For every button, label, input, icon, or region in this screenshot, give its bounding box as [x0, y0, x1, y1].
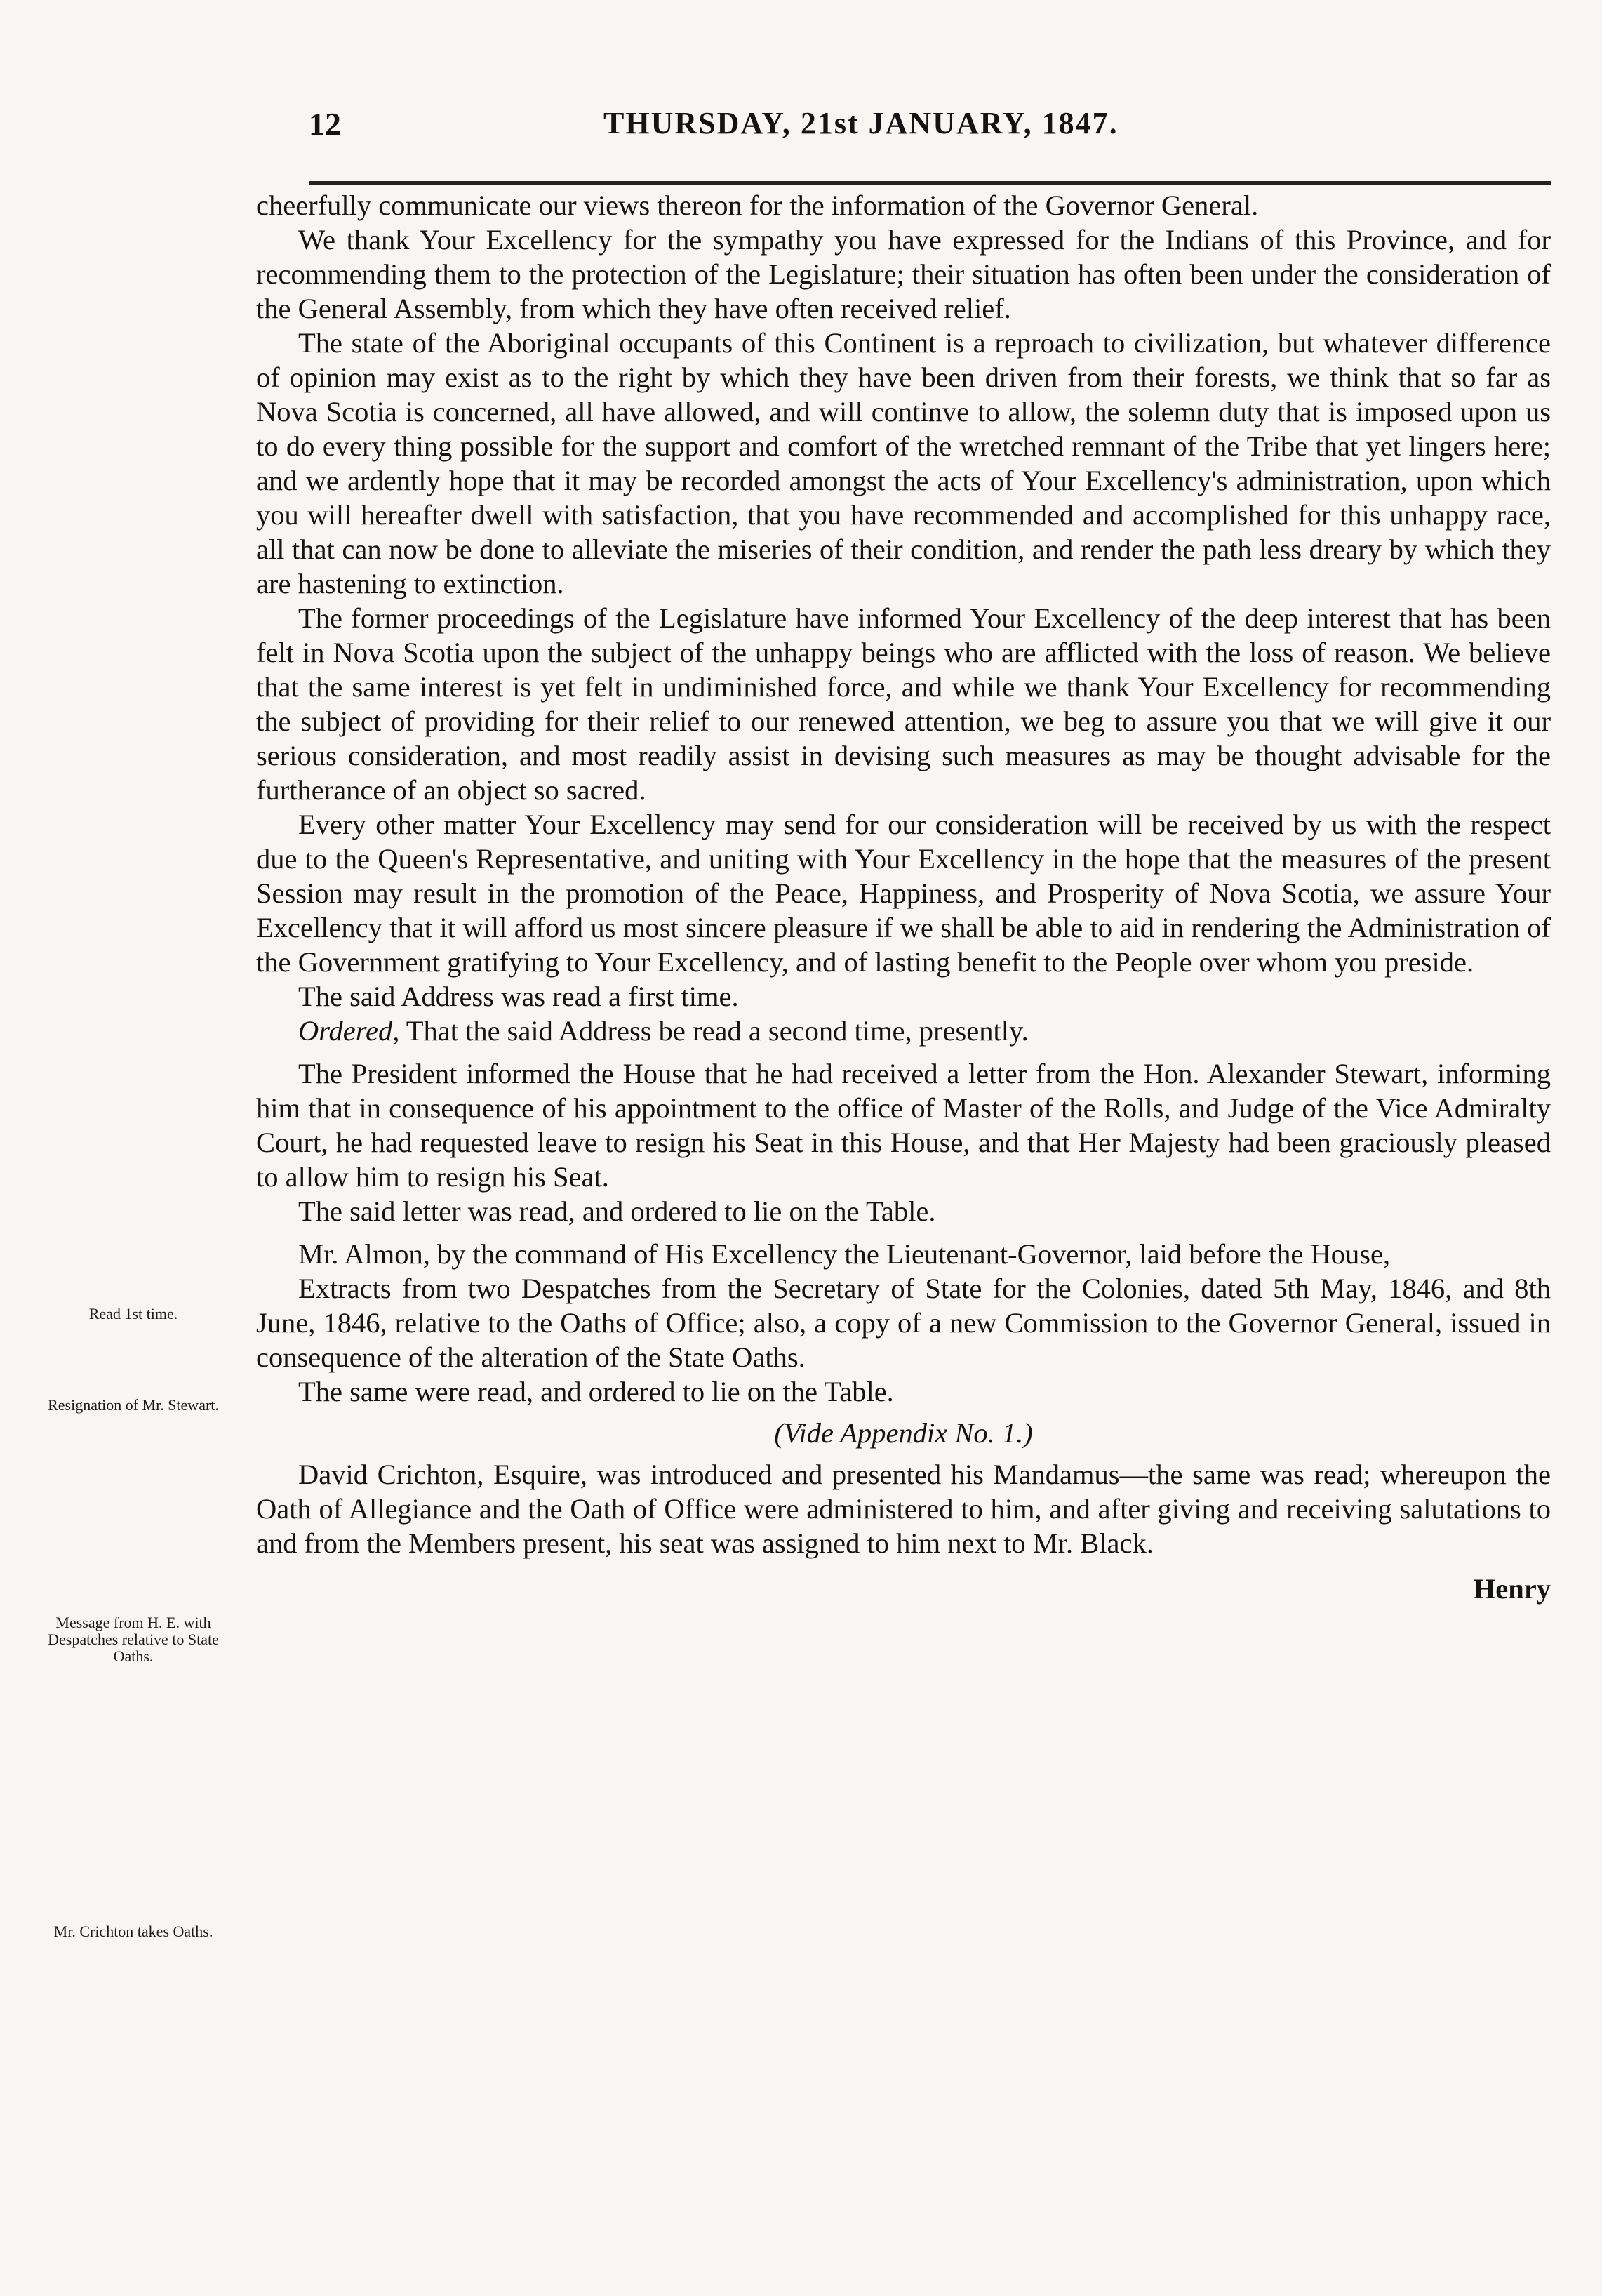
- paragraph-6: The said Address was read a first time.: [298, 981, 739, 1012]
- paragraph-5: Every other matter Your Excellency may send for our consideration will be received by us with the respect due to the Queen's Representative, and uniting with Your Excellency in the hope that the measures of the present Session may result in the promotion of the Peace, Happiness, and Prosperity of Nova Scotia, we assure Your Excellency that it will afford us most sincere pleasure if we shall be able to aid in rendering the Administration of the Government gratifying to Your Excellency, and of lasting benefit to the People over whom you preside.: [256, 809, 1551, 978]
- paragraph-9: The said letter was read, and ordered to lie on the Table.: [298, 1195, 936, 1227]
- paragraph-12: The same were read, and ordered to lie on the Table.: [298, 1376, 894, 1407]
- page-header: [309, 105, 1558, 168]
- margin-note-read-first: Read 1st time.: [88, 1305, 178, 1322]
- paragraph-8: The President informed the House that he had received a letter from the Hon. Alexander Stewart, informing him that in consequence of his appointment to the office of Master of the Rolls, and Judge of the Vice Admiralty Court, he had requested leave to resign his Seat in this House, and that Her Majesty had been graciously pleased to allow him to resign his Seat.: [256, 1058, 1551, 1193]
- appendix-reference: (Vide Appendix No. 1.): [774, 1417, 1033, 1449]
- page-number: 12: [309, 106, 341, 142]
- paragraph-7: [256, 1014, 1551, 1048]
- paragraph-14: David Crichton, Esquire, was introduced and presented his Mandamus—the same was read; whereupon the Oath of Allegiance and the Oath of Office were administered to him, and after giving and receiving salutations to and from the Members present, his seat was assigned to him next to Mr. Black.: [256, 1459, 1551, 1559]
- header-rule: [309, 181, 1551, 185]
- margin-note-message: Message from H. E. with Despatches relative to State Oaths.: [48, 1614, 219, 1665]
- paragraph-10: Mr. Almon, by the command of His Excellency the Lieutenant-Governor, laid before the House,: [298, 1238, 1391, 1270]
- ordered-lead: Ordered,: [298, 1015, 400, 1047]
- running-title: THURSDAY, 21st JANUARY, 1847.: [603, 106, 1119, 140]
- spacer: [256, 1228, 1551, 1237]
- margin-note-resignation: Resignation of Mr. Stewart.: [48, 1396, 219, 1414]
- paragraph-4: The former proceedings of the Legislature have informed Your Excellency of the deep interest that has been felt in Nova Scotia upon the subject of the unhappy beings who are afflicted with the loss of reason. We believe that the same interest is yet felt in undiminished force, and while we thank Your Excellency for recommending the subject of providing for their relief to our renewed attention, we beg to assure you that we will give it our serious consideration, and most readily assist in devising such measures as may be thought advisable for the furtherance of an object so sacred.: [256, 602, 1551, 806]
- paragraph-2: We thank Your Excellency for the sympathy you have expressed for the Indians of this Province, and for recommending them to the protection of the Legislature; their situation has often been under the consideration of the General Assembly, from which they have often received relief.: [256, 224, 1551, 324]
- margin-note-crichton: Mr. Crichton takes Oaths.: [53, 1923, 213, 1940]
- catchword: Henry: [1473, 1573, 1551, 1605]
- body-text: [256, 188, 1551, 1606]
- spacer: [256, 1048, 1551, 1056]
- paragraph-1: cheerfully communicate our views thereon for the information of the Governor General.: [256, 190, 1259, 221]
- paragraph-11: Extracts from two Despatches from the Secretary of State for the Colonies, dated 5th May, 1846, and 8th June, 1846, relative to the Oaths of Office; also, a copy of a new Commission to the Governor General, issued in consequence of the alteration of the State Oaths.: [256, 1273, 1551, 1373]
- paragraph-3: The state of the Aboriginal occupants of this Continent is a reproach to civilization, but whatever difference of opinion may exist as to the right by which they have been driven from their forests, we think that so far as Nova Scotia is concerned, all have allowed, and will continve to allow, the solemn duty that is imposed upon us to do every thing possible for the support and comfort of the wretched remnant of the Tribe that yet lingers here; and we ardently hope that it may be recorded amongst the acts of Your Excellency's administration, upon which you will hereafter dwell with satisfaction, that you have recommended and accomplished for this unhappy race, all that can now be done to alleviate the miseries of their condition, and render the path less dreary by which they are hastening to extinction.: [256, 327, 1551, 599]
- ordered-rest: That the said Address be read a second time, presently.: [399, 1015, 1029, 1047]
